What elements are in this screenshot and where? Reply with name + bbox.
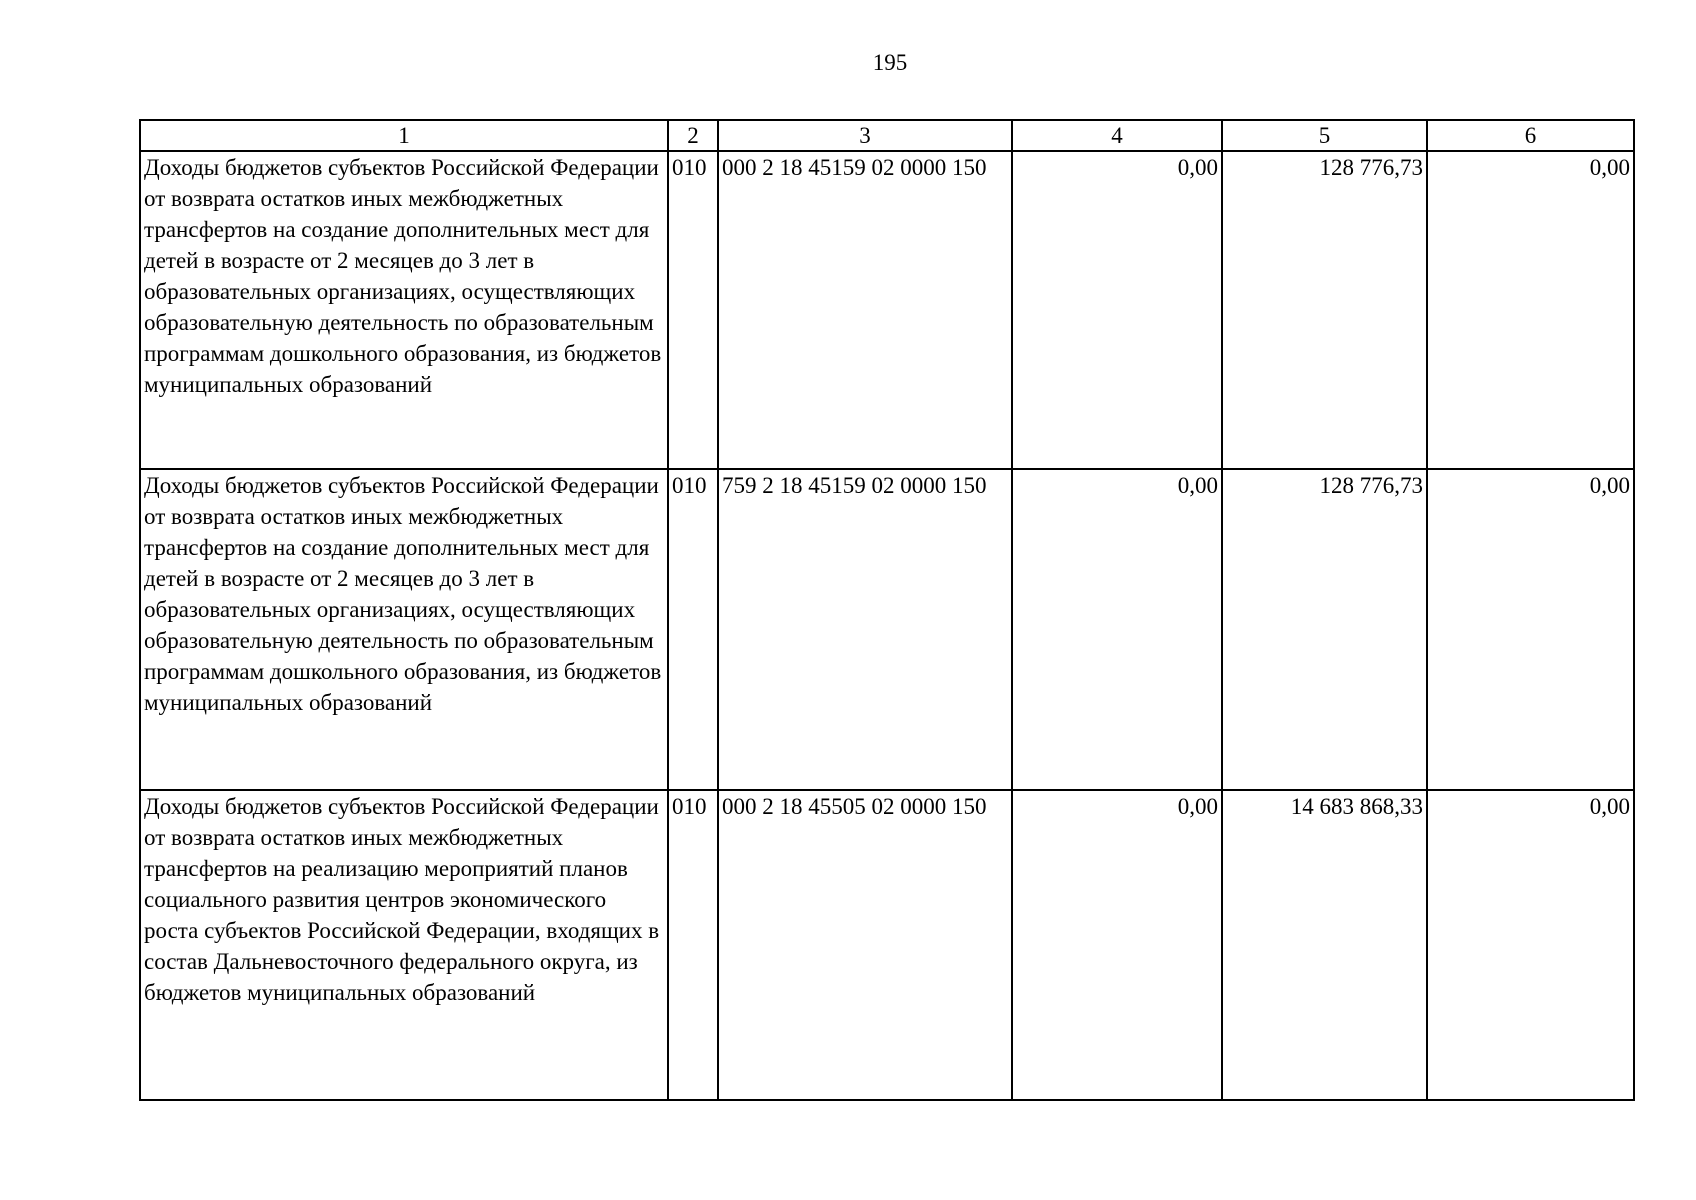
column-header-2: 2 [668, 120, 718, 151]
column-header-1: 1 [140, 120, 668, 151]
column-header-5: 5 [1222, 120, 1427, 151]
amount-col6-cell: 0,00 [1427, 790, 1634, 1100]
amount-col5-cell: 128 776,73 [1222, 469, 1427, 790]
amount-col6-cell: 0,00 [1427, 151, 1634, 469]
classification-code-cell: 759 2 18 45159 02 0000 150 [718, 469, 1012, 790]
column-header-3: 3 [718, 120, 1012, 151]
income-name-cell: Доходы бюджетов субъектов Российской Федерации от возврата остатков иных межбюджетных трансфертов на создание дополнительных мест для детей в возрасте от 2 месяцев до 3 лет в образовательных организациях, осуществляющих образовательную деятельность по образовательным программам дошкольного образования, из бюджетов муниципальных образований [140, 151, 668, 469]
amount-col4-cell: 0,00 [1012, 151, 1222, 469]
line-code-cell: 010 [668, 151, 718, 469]
income-name-cell: Доходы бюджетов субъектов Российской Федерации от возврата остатков иных межбюджетных трансфертов на реализацию мероприятий планов социального развития центров экономического роста субъектов Российской Федерации, входящих в состав Дальневосточного федерального округа, из бюджетов муниципальных образований [140, 790, 668, 1100]
column-header-6: 6 [1427, 120, 1634, 151]
classification-code-cell: 000 2 18 45505 02 0000 150 [718, 790, 1012, 1100]
amount-col4-cell: 0,00 [1012, 790, 1222, 1100]
table-row [140, 151, 1634, 469]
table-row [140, 790, 1634, 1100]
column-header-4: 4 [1012, 120, 1222, 151]
table-row [140, 469, 1634, 790]
line-code-cell: 010 [668, 790, 718, 1100]
amount-col6-cell: 0,00 [1427, 469, 1634, 790]
line-code-cell: 010 [668, 469, 718, 790]
budget-table [139, 119, 1635, 1101]
classification-code-cell: 000 2 18 45159 02 0000 150 [718, 151, 1012, 469]
amount-col5-cell: 128 776,73 [1222, 151, 1427, 469]
income-name-cell: Доходы бюджетов субъектов Российской Федерации от возврата остатков иных межбюджетных трансфертов на создание дополнительных мест для детей в возрасте от 2 месяцев до 3 лет в образовательных организациях, осуществляющих образовательную деятельность по образовательным программам дошкольного образования, из бюджетов муниципальных образований [140, 469, 668, 790]
amount-col5-cell: 14 683 868,33 [1222, 790, 1427, 1100]
header-row [140, 120, 1634, 151]
page-number: 195 [872, 50, 908, 75]
amount-col4-cell: 0,00 [1012, 469, 1222, 790]
